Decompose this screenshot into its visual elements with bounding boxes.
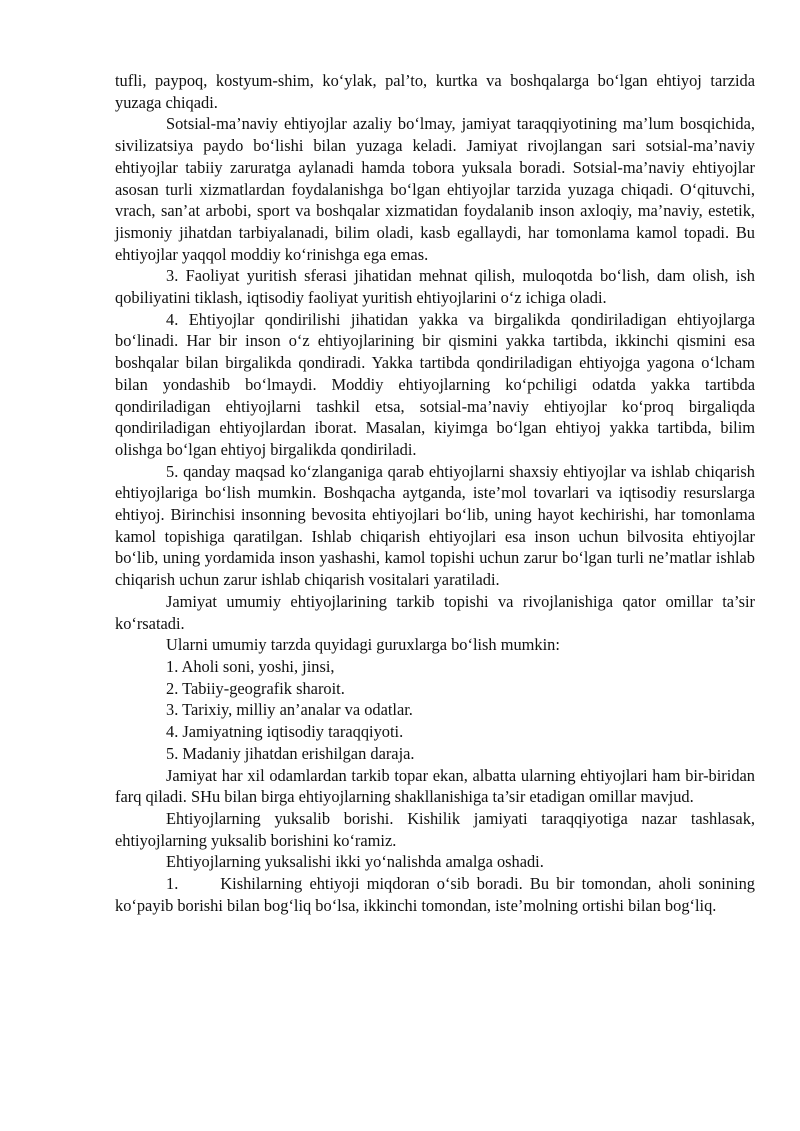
list-item: 4. Jamiyatning iqtisodiy taraqqiyoti.: [166, 722, 404, 742]
paragraph-factors-intro: Jamiyat umumiy ehtiyojlarining tarkib topishi va rivojlanishiga qator omillar ta’sir ko‘rsatadi.: [115, 591, 755, 633]
list-item: 2. Tabiiy-geografik sharoit.: [166, 678, 345, 698]
numbered-paragraph: [115, 873, 755, 916]
paragraph-social-spiritual-needs: Sotsial-ma’naviy ehtiyojlar azaliy bo‘lmay, jamiyat taraqqiyotining ma’lum bosqichida, sivilizatsiya paydo bo‘lishi bilan yuzaga keladi. Jamiyat rivojlangan sari sotsial-ma’naviy ehtiyojlar tabiiy zaruratga aylanadi hamda tobora yuksala boradi. Sotsial-ma’naviy ehtiyojlar asosan turli xizmatlardan foydalanishga bo‘lgan ehtiyojlar tarzida yuzaga chiqadi. O‘qituvchi, vrach, san’at arbobi, sport va boshqalar xizmatidan foydalanib inson axloqiy, ma’naviy, estetik, jismoniy jihatdan tarbiyalanadi, bilim oladi, kasb egallaydi, har tomonlama kamol topadi. Bu ehtiyojlar yaqqol moddiy ko‘rinishga ega emas.: [115, 114, 755, 264]
paragraph-continuation: tufli, paypoq, kostyum-shim, ko‘ylak, pal’to, kurtka va boshqalarga bo‘lgan ehtiyoj tarzida yuzaga chiqadi.: [115, 71, 755, 112]
item-text: Kishilarning ehtiyoji miqdoran o‘sib boradi. Bu bir tomondan, aholi sonining ko‘payib borishi bilan bog‘liq bo‘lsa, ikkinchi tomondan, iste’molning ortishi bilan bog‘liq.: [115, 874, 755, 915]
list-item: 3. Tarixiy, milliy an’analar va odatlar.: [166, 700, 413, 720]
list-item: 1. Aholi soni, yoshi, jinsi,: [166, 656, 335, 676]
paragraph-needs-growth: Ehtiyojlarning yuksalib borishi. Kishilik jamiyati taraqqiyotiga nazar tashlasak, ehtiyojlarning yuksalib borishini ko‘ramiz.: [115, 808, 755, 850]
paragraph-two-directions: Ehtiyojlarning yuksalishi ikki yo‘nalishda amalga oshadi.: [166, 852, 544, 872]
paragraph-satisfaction-type: 4. Ehtiyojlar qondirilishi jihatidan yakka va birgalikda qondiriladigan ehtiyojlarga bo‘linadi. Har bir inson o‘z ehtiyojlarining bir qismini yakka tartibda, ikkinchi qismini esa boshqalar bilan birgalikda qondiradi. Yakka tartibda qondiriladigan ehtiyojga yagona o‘lcham bilan yondashib bo‘lmaydi. Moddiy ehtiyojlarning ko‘pchiligi odatda yakka tartibda qondiriladigan ehtiyojlarni tashkil etsa, sotsial-ma’naviy ehtiyojlar ko‘proq birgaliqda qondiriladigan ehtiyojlardan iborat. Masalan, kiyimga bo‘lgan ehtiyoj yakka tartibda, bilim olishga bo‘lgan ehtiyoj birgalikda qondiriladi.: [115, 309, 755, 459]
item-number: 1.: [166, 874, 179, 894]
paragraph-differences: Jamiyat har xil odamlardan tarkib topar ekan, albatta ularning ehtiyojlari ham bir-biridan farq qiladi. SHu bilan birga ehtiyojlarning shakllanishiga ta’sir etadigan omillar mavjud.: [115, 765, 755, 807]
document-page: [115, 70, 755, 916]
paragraph-groups-intro: Ularni umumiy tarzda quyidagi guruxlarga bo‘lish mumkin:: [166, 635, 560, 655]
list-item: 5. Madaniy jihatdan erishilgan daraja.: [166, 743, 415, 763]
paragraph-activity-sphere: 3. Faoliyat yuritish sferasi jihatidan mehnat qilish, muloqotda bo‘lish, dam olish, ish qobiliyatini tiklash, iqtisodiy faoliyat yuritish ehtiyojlarini o‘z ichiga oladi.: [115, 266, 755, 308]
paragraph-purpose-type: 5. qanday maqsad ko‘zlanganiga qarab ehtiyojlarni shaxsiy ehtiyojlar va ishlab chiqarish ehtiyojlariga bo‘lish mumkin. Boshqacha aytganda, iste’mol tovarlari va iqtisodiy resurslarga ehtiyoj. Birinchisi insonning bevosita ehtiyojlari bo‘lib, uning hayot kechirishi, har tomonlama kamol topishiga qaratilgan. Ishlab chiqarish ehtiyojlari esa inson uchun bilvosita ehtiyojlar bo‘lib, uning yordamida inson yashashi, kamol topishi uchun zarur bo‘lgan turli ne’matlar ishlab chiqarish uchun zarur ishlab chiqarish vositalari yaratiladi.: [115, 461, 755, 590]
